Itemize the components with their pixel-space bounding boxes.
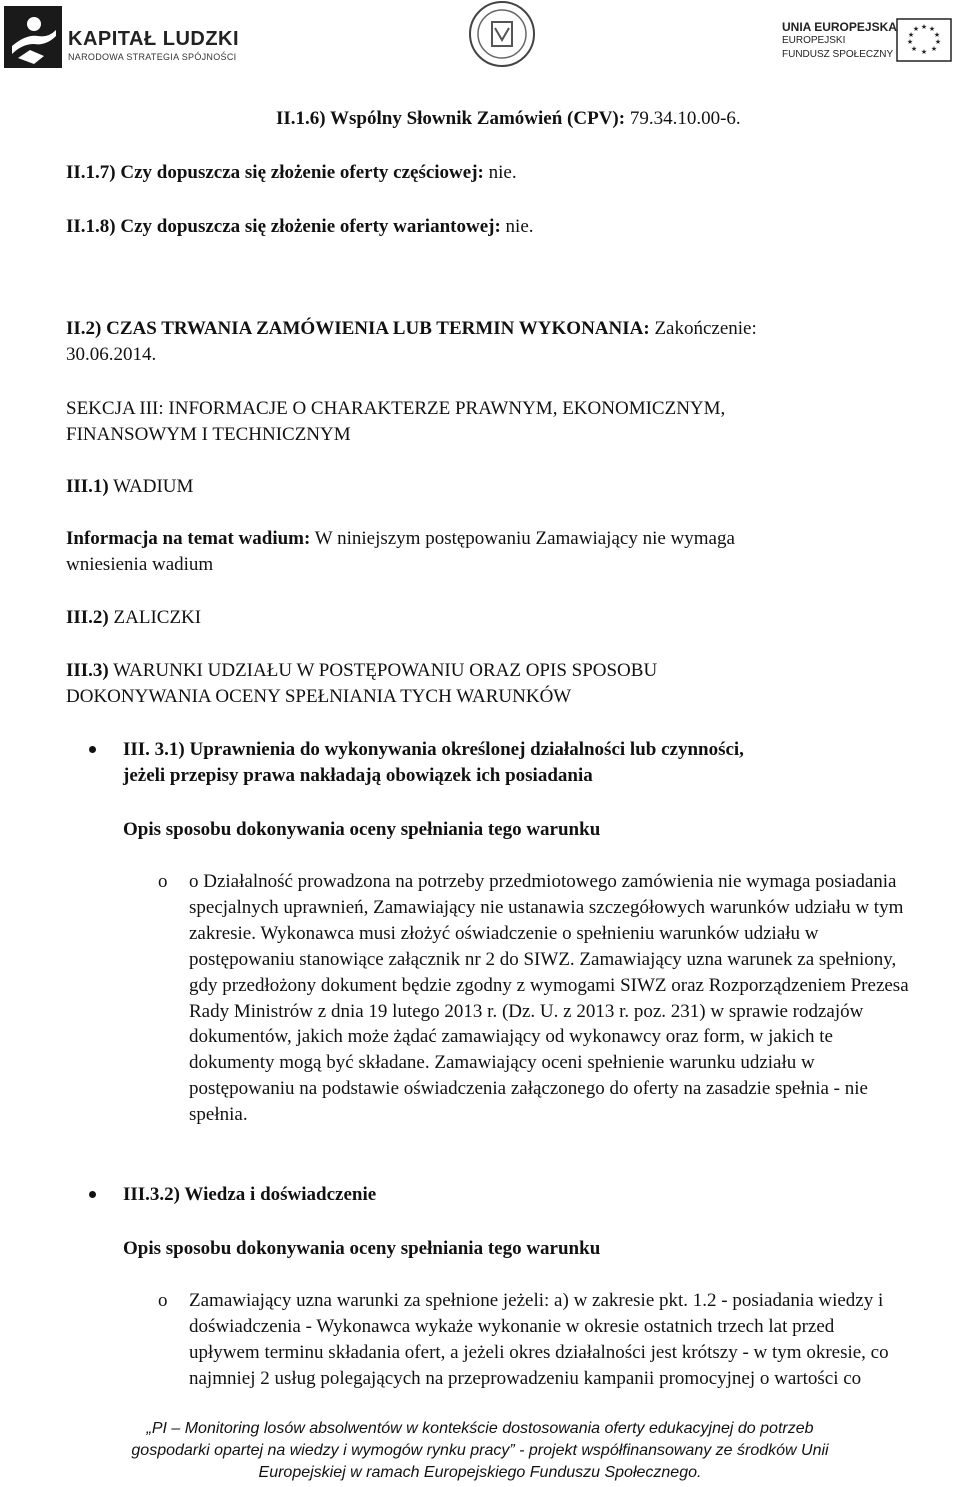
item-1-description: o Działalność prowadzona na potrzeby przedmiotowego zamówienia nie wymaga posiadania specjalnych uprawnień, Zamawiający nie ustanawia szczegółowych warunków udziału w tym zakresie. Wykonawca musi złożyć oświadczenie o spełnieniu warunków udziału w postępowaniu stanowiące załącznik nr 2 do SIWZ. Zamawiający uzna warunek za spełniony, gdy przedłożony dokument będzie zgodny z wymogami SIWZ oraz Rozporządzeniem Prezesa Rady Ministrów z dnia 19 lutego 2013 r. (Dz. U. z 2013 r. poz. 231) w sprawie rodzajów dokumentów, jakich może żądać zamawiający od wykonawcy oraz form, w jakich te dokumenty mogą być składane. Zamawiający oceni spełnienie warunku udziału w postępowaniu na podstawie oświadczenia załączonego do oferty na zasadzie spełnia - nie spełnia. — [189, 871, 909, 1126]
duration-line — [66, 316, 757, 342]
bullet-icon — [89, 1191, 96, 1198]
conditions-heading-line1 — [66, 658, 657, 684]
item-2-title: III.3.2) Wiedza i doświadczenie — [123, 1184, 377, 1205]
kl-subtitle: NARODOWA STRATEGIA SPÓJNOŚCI — [68, 52, 237, 62]
kapital-ludzki-logo — [4, 6, 244, 72]
cpv-label: II.1.6) Wspólny Słownik Zamówień (CPV): — [276, 108, 626, 129]
zaliczki-prefix: III.2) — [66, 607, 109, 628]
bullet-icon — [89, 746, 96, 753]
conditions-title: WARUNKI UDZIAŁU W POSTĘPOWANIU ORAZ OPIS SPOSOBU — [108, 660, 658, 681]
footer-line1: „PI – Monitoring losów absolwentów w kontekście dostosowania oferty edukacyjnej do potrzeb — [146, 1420, 814, 1437]
variant-offer-value: nie. — [500, 216, 534, 237]
kapital-ludzki-emblem-icon — [4, 6, 62, 68]
svg-text:★: ★ — [934, 38, 942, 46]
item-1-title-line1: III. 3.1) Uprawnienia do wykonywania określonej działalności lub czynności, — [123, 739, 744, 760]
zaliczki-title: ZALICZKI — [108, 607, 202, 628]
svg-text:★: ★ — [933, 31, 941, 39]
item-1-opis: Opis sposobu dokonywania oceny spełniania tego warunku — [123, 819, 601, 840]
partial-offer-label: II.1.7) Czy dopuszcza się złożenie oferty częściowej: — [66, 162, 484, 183]
circle-bullet-icon: o — [158, 871, 168, 892]
svg-text:★: ★ — [907, 31, 915, 39]
wadium-heading — [66, 474, 193, 500]
svg-text:★: ★ — [906, 38, 914, 46]
footer-line2: gospodarki opartej na wiedzy i wymogów rynku pracy” - projekt współfinansowany ze środków Unii — [131, 1442, 829, 1459]
item-1-title-line2: jeżeli przepisy prawa nakładają obowiązek ich posiadania — [123, 765, 593, 786]
duration-label: II.2) CZAS TRWANIA ZAMÓWIENIA LUB TERMIN WYKONANIA: — [66, 318, 650, 339]
eu-flag-icon — [896, 18, 952, 62]
conditions-prefix: III.3) — [66, 660, 109, 681]
eu-logo — [776, 14, 956, 64]
partial-offer-value: nie. — [483, 162, 517, 183]
eu-logo-text — [782, 20, 897, 62]
zaliczki-heading — [66, 605, 201, 631]
eu-line1: UNIA EUROPEJSKA — [782, 20, 897, 34]
circle-bullet-icon: o — [158, 1290, 168, 1311]
page-header — [0, 0, 960, 80]
footer-line3: Europejskiej w ramach Europejskiego Funduszu Społecznego. — [258, 1464, 702, 1481]
section-3-heading-line2: FINANSOWYM I TECHNICZNYM — [66, 424, 351, 445]
wadium-info-line1 — [66, 526, 735, 552]
duration-date: 30.06.2014. — [66, 344, 157, 365]
item-2-opis: Opis sposobu dokonywania oceny spełniania tego warunku — [123, 1238, 601, 1259]
partial-offer-line — [66, 160, 517, 186]
eu-line3: FUNDUSZ SPOŁECZNY — [782, 49, 894, 60]
cpv-value: 79.34.10.00-6. — [625, 108, 741, 129]
wadium-title: WADIUM — [108, 476, 194, 497]
svg-text:★: ★ — [910, 45, 918, 53]
item-2-description: Zamawiający uzna warunki za spełnione jeżeli: a) w zakresie pkt. 1.2 - posiadania wiedzy i doświadczenia - Wykonawca wykaże wykonanie w okresie ostatnich trzech lat przed upływem terminu składania ofert, a jeżeli okres działalności jest krótszy - w tym okresie, co najmniej 2 usług polegających na przeprowadzeniu kampanii promocyjnej o wartości co — [189, 1290, 889, 1389]
wadium-prefix: III.1) — [66, 476, 109, 497]
university-seal-icon — [468, 0, 536, 68]
wadium-info-label: Informacja na temat wadium: — [66, 528, 311, 549]
wadium-info-text: W niniejszym postępowaniu Zamawiający nie wymaga — [310, 528, 735, 549]
wadium-info-line2: wniesienia wadium — [66, 554, 214, 575]
conditions-heading-line2: DOKONYWANIA OCENY SPEŁNIANIA TYCH WARUNKÓW — [66, 686, 572, 707]
cpv-line — [276, 106, 741, 132]
variant-offer-line — [66, 214, 534, 240]
variant-offer-label: II.1.8) Czy dopuszcza się złożenie oferty wariantowej: — [66, 216, 501, 237]
svg-text:★: ★ — [930, 45, 938, 53]
page-footer — [0, 1418, 960, 1484]
kl-title: KAPITAŁ LUDZKI — [68, 28, 240, 50]
eu-line2: EUROPEJSKI — [782, 35, 846, 46]
duration-value: Zakończenie: — [649, 318, 757, 339]
svg-text:★: ★ — [920, 23, 928, 31]
svg-text:★: ★ — [928, 25, 936, 33]
svg-text:★: ★ — [920, 48, 928, 56]
section-3-heading-line1: SEKCJA III: INFORMACJE O CHARAKTERZE PRAWNYM, EKONOMICZNYM, — [66, 398, 726, 419]
svg-text:★: ★ — [912, 25, 920, 33]
